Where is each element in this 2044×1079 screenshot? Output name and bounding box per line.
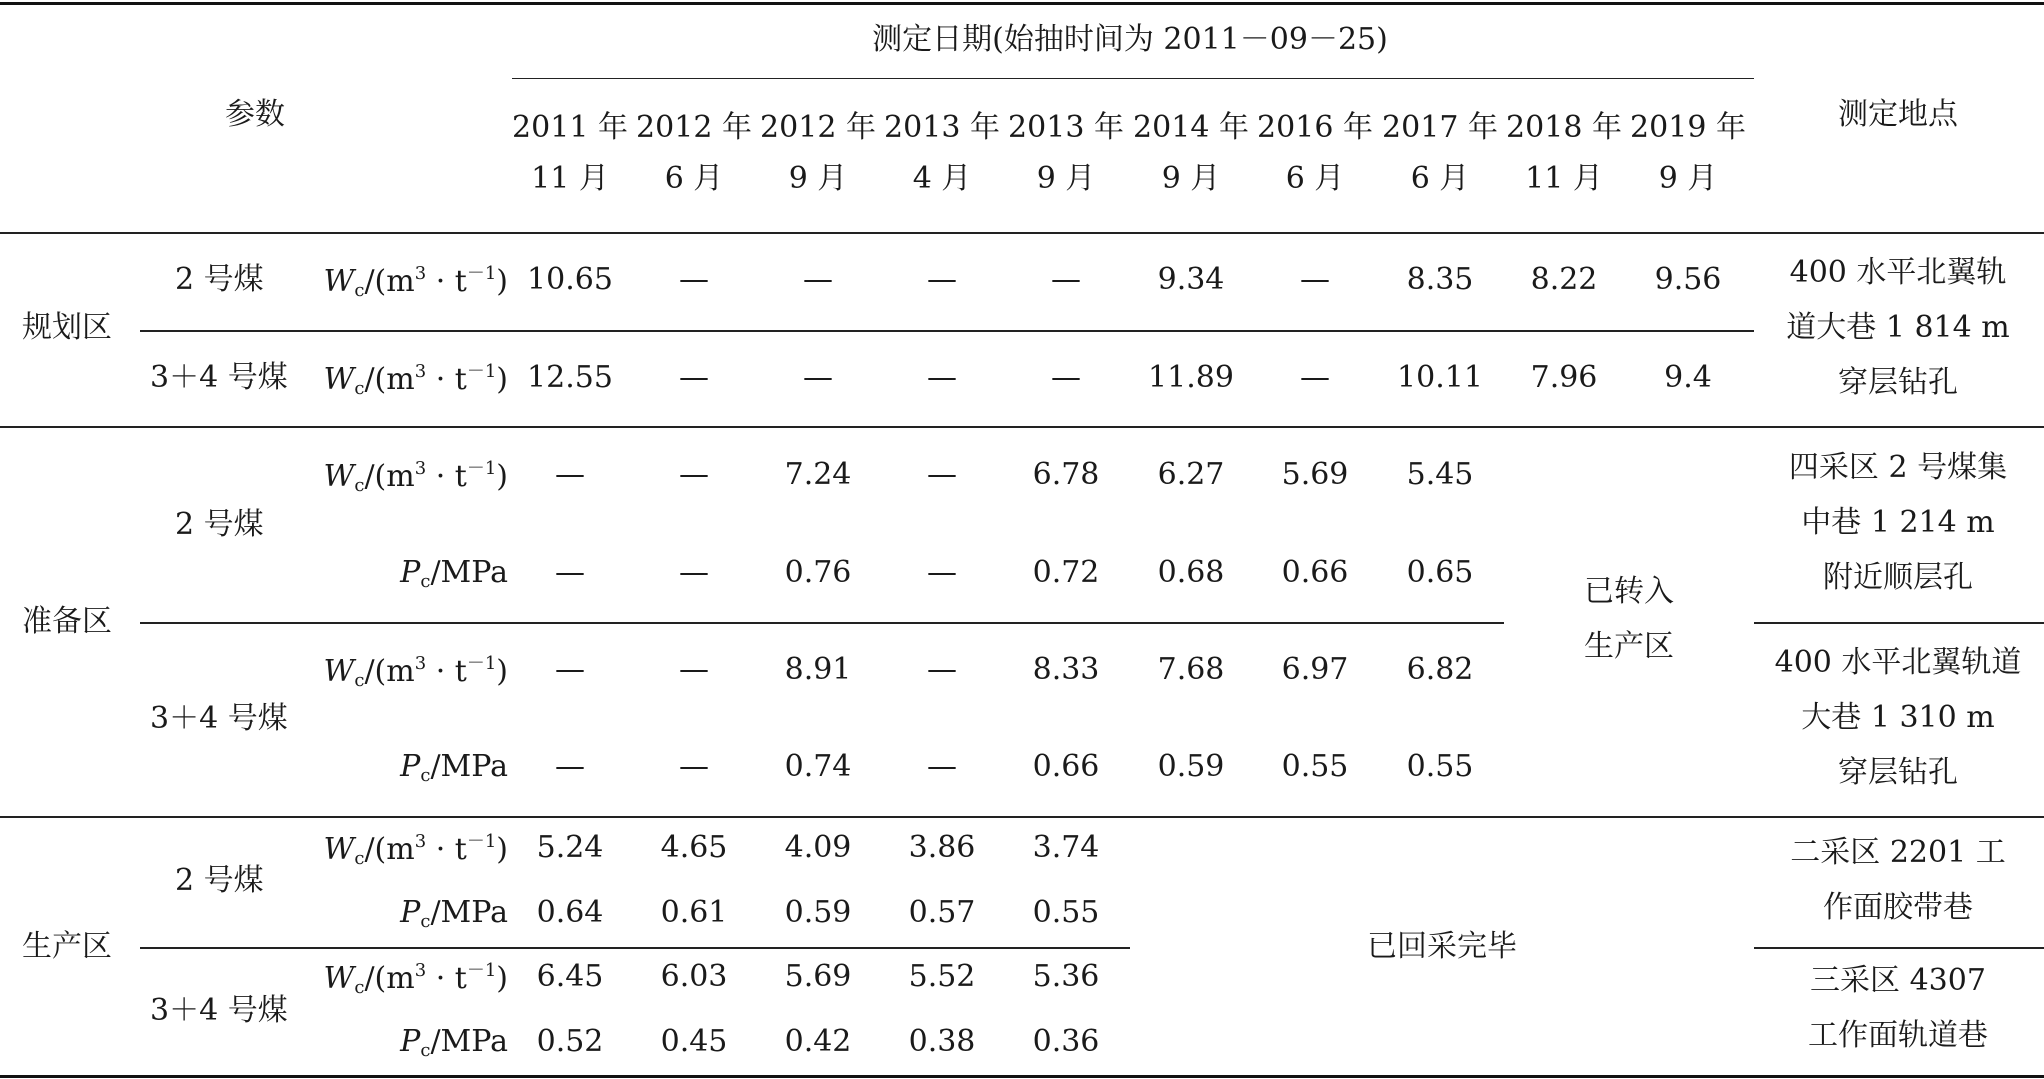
data-cell: —: [679, 749, 709, 784]
data-cell: 0.38: [908, 1024, 976, 1059]
coal-label: 2 号煤: [175, 262, 264, 297]
data-cell: 6.45: [536, 959, 604, 994]
data-cell: 0.55: [1406, 749, 1474, 784]
location-text: 400 水平北翼轨道: [1774, 645, 2022, 680]
data-cell: 0.64: [536, 895, 604, 930]
data-cell: 5.36: [1032, 959, 1100, 994]
location-text: 作面胶带巷: [1823, 890, 1973, 925]
param-wc-label: $W_c/(m^3 \cdot t^{-1})$: [323, 960, 508, 998]
data-cell: 8.35: [1406, 262, 1474, 297]
data-cell: —: [927, 262, 957, 297]
location-text: 中巷 1 214 m: [1801, 505, 1995, 540]
transferred-note: 生产区: [1584, 629, 1674, 664]
data-cell: —: [1300, 262, 1330, 297]
param-wc-label: $W_c/(m^3 \cdot t^{-1})$: [323, 361, 508, 399]
date-header-month: 4 月: [912, 161, 972, 196]
data-cell: —: [679, 652, 709, 687]
data-cell: 0.59: [784, 895, 852, 930]
param-wc-label: $W_c/(m^3 \cdot t^{-1})$: [323, 263, 508, 301]
data-cell: 4.65: [660, 830, 728, 865]
data-cell: 3.74: [1032, 830, 1100, 865]
data-cell: 8.91: [784, 652, 852, 687]
data-cell: —: [555, 749, 585, 784]
data-cell: 11.89: [1148, 360, 1234, 395]
location-text: 工作面轨道巷: [1808, 1018, 1988, 1053]
data-cell: —: [927, 749, 957, 784]
data-cell: 0.72: [1032, 555, 1100, 590]
location-text: 穿层钻孔: [1838, 365, 1958, 400]
date-header-month: 6 月: [664, 161, 724, 196]
location-text: 400 水平北翼轨: [1789, 255, 2007, 290]
param-pc-label: $P_c$/MPa: [400, 749, 508, 786]
data-cell: —: [927, 457, 957, 492]
date-group-header: 测定日期(始抽时间为 2011－09－25): [872, 22, 1388, 57]
data-cell: 7.68: [1157, 652, 1225, 687]
preparation-location-divider: [1754, 622, 2044, 624]
param-wc-label: $W_c/(m^3 \cdot t^{-1})$: [323, 653, 508, 691]
param-wc-label: $W_c/(m^3 \cdot t^{-1})$: [323, 831, 508, 869]
data-cell: 7.24: [784, 457, 852, 492]
data-cell: —: [927, 360, 957, 395]
param-header: 参数: [225, 97, 285, 132]
data-cell: —: [927, 652, 957, 687]
data-cell: 0.42: [784, 1024, 852, 1059]
data-cell: 9.56: [1654, 262, 1722, 297]
data-cell: 0.57: [908, 895, 976, 930]
param-pc-label: $P_c$/MPa: [400, 555, 508, 592]
location-text: 穿层钻孔: [1838, 755, 1958, 790]
data-cell: 0.55: [1281, 749, 1349, 784]
location-header: 测定地点: [1838, 97, 1958, 132]
production-divider: [140, 947, 1130, 949]
data-cell: 4.09: [784, 830, 852, 865]
data-cell: 0.76: [784, 555, 852, 590]
location-text: 大巷 1 310 m: [1801, 700, 1995, 735]
data-cell: 0.45: [660, 1024, 728, 1059]
date-header-month: 9 月: [1161, 161, 1221, 196]
transferred-note: 已转入: [1584, 574, 1674, 609]
date-header-month: 9 月: [788, 161, 848, 196]
date-header-year: 2013 年: [884, 110, 1000, 145]
data-cell: 10.11: [1397, 360, 1483, 395]
data-cell: 0.68: [1157, 555, 1225, 590]
location-text: 四采区 2 号煤集: [1788, 450, 2008, 485]
data-cell: —: [679, 457, 709, 492]
data-cell: 0.61: [660, 895, 728, 930]
param-wc-label: $W_c/(m^3 \cdot t^{-1})$: [323, 458, 508, 496]
date-header-month: 9 月: [1036, 161, 1096, 196]
location-text: 三采区 4307: [1810, 963, 1986, 998]
data-cell: —: [555, 652, 585, 687]
data-cell: 7.96: [1530, 360, 1598, 395]
data-cell: —: [1051, 360, 1081, 395]
coal-label: 3＋4 号煤: [150, 360, 288, 395]
data-cell: 0.59: [1157, 749, 1225, 784]
date-header-year: 2013 年: [1008, 110, 1124, 145]
coal-label: 3＋4 号煤: [150, 701, 288, 736]
bottom-rule: [0, 1075, 2044, 1078]
data-cell: 9.34: [1157, 262, 1225, 297]
data-cell: —: [555, 555, 585, 590]
data-cell: 0.66: [1281, 555, 1349, 590]
header-bottom-rule: [0, 232, 2044, 234]
coal-label: 2 号煤: [175, 507, 264, 542]
date-header-year: 2012 年: [636, 110, 752, 145]
production-location-divider: [1754, 947, 2044, 949]
zone-label-production: 生产区: [22, 929, 112, 964]
data-cell: 0.52: [536, 1024, 604, 1059]
coal-label: 3＋4 号煤: [150, 993, 288, 1028]
date-header-month: 9 月: [1658, 161, 1718, 196]
planning-divider: [140, 330, 1754, 332]
date-header-year: 2011 年: [512, 110, 628, 145]
date-header-year: 2014 年: [1133, 110, 1249, 145]
data-cell: 12.55: [527, 360, 613, 395]
data-cell: 5.24: [536, 830, 604, 865]
preparation-divider: [140, 622, 1504, 624]
top-rule: [0, 2, 2044, 5]
date-header-year: 2018 年: [1506, 110, 1622, 145]
data-cell: 5.69: [1281, 457, 1349, 492]
data-cell: 6.78: [1032, 457, 1100, 492]
date-header-month: 11 月: [1525, 161, 1603, 196]
date-group-underline: [512, 78, 1754, 79]
data-cell: 8.22: [1530, 262, 1598, 297]
data-cell: —: [1300, 360, 1330, 395]
data-cell: 5.69: [784, 959, 852, 994]
data-cell: 0.74: [784, 749, 852, 784]
data-cell: 6.82: [1406, 652, 1474, 687]
planning-bottom-rule: [0, 426, 2044, 428]
data-cell: 5.45: [1406, 457, 1474, 492]
data-cell: 8.33: [1032, 652, 1100, 687]
data-cell: 6.97: [1281, 652, 1349, 687]
param-pc-label: $P_c$/MPa: [400, 1024, 508, 1061]
data-cell: 0.65: [1406, 555, 1474, 590]
data-cell: 0.55: [1032, 895, 1100, 930]
date-header-month: 11 月: [531, 161, 609, 196]
date-header-month: 6 月: [1285, 161, 1345, 196]
data-cell: —: [679, 555, 709, 590]
location-text: 附近顺层孔: [1823, 560, 1973, 595]
param-pc-label: $P_c$/MPa: [400, 895, 508, 932]
data-cell: —: [555, 457, 585, 492]
data-cell: —: [927, 555, 957, 590]
date-header-year: 2016 年: [1257, 110, 1373, 145]
date-header-year: 2017 年: [1382, 110, 1498, 145]
data-cell: 6.03: [660, 959, 728, 994]
data-cell: —: [679, 360, 709, 395]
data-cell: 6.27: [1157, 457, 1225, 492]
data-cell: —: [1051, 262, 1081, 297]
data-cell: 0.66: [1032, 749, 1100, 784]
data-cell: —: [679, 262, 709, 297]
mined-note: 已回采完毕: [1367, 929, 1517, 964]
location-text: 二采区 2201 工: [1790, 835, 2006, 870]
zone-label-preparation: 准备区: [22, 604, 112, 639]
data-cell: 5.52: [908, 959, 976, 994]
data-cell: —: [803, 360, 833, 395]
date-header-month: 6 月: [1410, 161, 1470, 196]
preparation-bottom-rule: [0, 816, 2044, 818]
data-cell: —: [803, 262, 833, 297]
data-cell: 10.65: [527, 262, 613, 297]
date-header-year: 2019 年: [1630, 110, 1746, 145]
date-header-year: 2012 年: [760, 110, 876, 145]
location-text: 道大巷 1 814 m: [1786, 310, 2010, 345]
coal-label: 2 号煤: [175, 863, 264, 898]
data-cell: 0.36: [1032, 1024, 1100, 1059]
zone-label-planning: 规划区: [22, 310, 112, 345]
data-cell: 9.4: [1664, 360, 1712, 395]
data-cell: 3.86: [908, 830, 976, 865]
